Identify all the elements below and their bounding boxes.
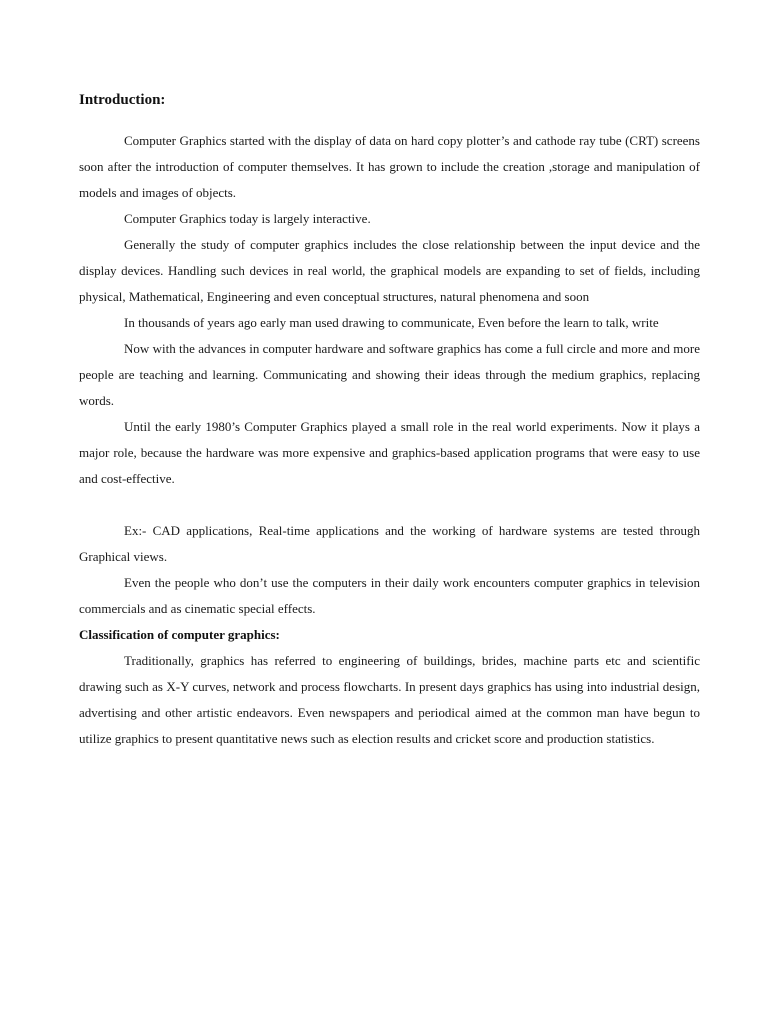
- section-heading-classification: Classification of computer graphics:: [79, 627, 280, 642]
- paragraph: Traditionally, graphics has referred to engineering of buildings, brides, machine parts etc and scientific drawing such as X-Y curves, network and process flowcharts. In present days graphics has using into industrial design, advertising and other artistic endeavors. Even newspapers and periodical aimed at the common man have begun to utilize graphics to present quantitative news such as election results and cricket score and production statistics.: [79, 653, 700, 746]
- paragraph: Until the early 1980’s Computer Graphics played a small role in the real world experiments. Now it plays a major role, because the hardware was more expensive and graphics-based application programs that were easy to use and cost-effective.: [79, 419, 700, 486]
- paragraph: Ex:- CAD applications, Real-time applications and the working of hardware systems are tested through Graphical views.: [79, 523, 700, 564]
- paragraph: Now with the advances in computer hardware and software graphics has come a full circle and more and more people are teaching and learning. Communicating and showing their ideas through the medium graphics, replacing words.: [79, 341, 700, 408]
- paragraph: Generally the study of computer graphics includes the close relationship between the input device and the display devices. Handling such devices in real world, the graphical models are expanding to set of fields, including physical, Mathematical, Engineering and even conceptual structures, natural phenomena and soon: [79, 237, 700, 304]
- paragraph: Computer Graphics today is largely interactive.: [124, 211, 371, 226]
- blank-line: [79, 492, 700, 518]
- section-heading-introduction: Introduction:: [79, 92, 166, 108]
- paragraph: In thousands of years ago early man used drawing to communicate, Even before the learn to talk, write: [124, 315, 659, 330]
- document-body: [79, 90, 700, 752]
- paragraph: Even the people who don’t use the computers in their daily work encounters computer graphics in television commercials and as cinematic special effects.: [79, 575, 700, 616]
- paragraph: Computer Graphics started with the display of data on hard copy plotter’s and cathode ray tube (CRT) screens soon after the introduction of computer themselves. It has grown to include the creation ,storage and manipulation of models and images of objects.: [79, 133, 700, 200]
